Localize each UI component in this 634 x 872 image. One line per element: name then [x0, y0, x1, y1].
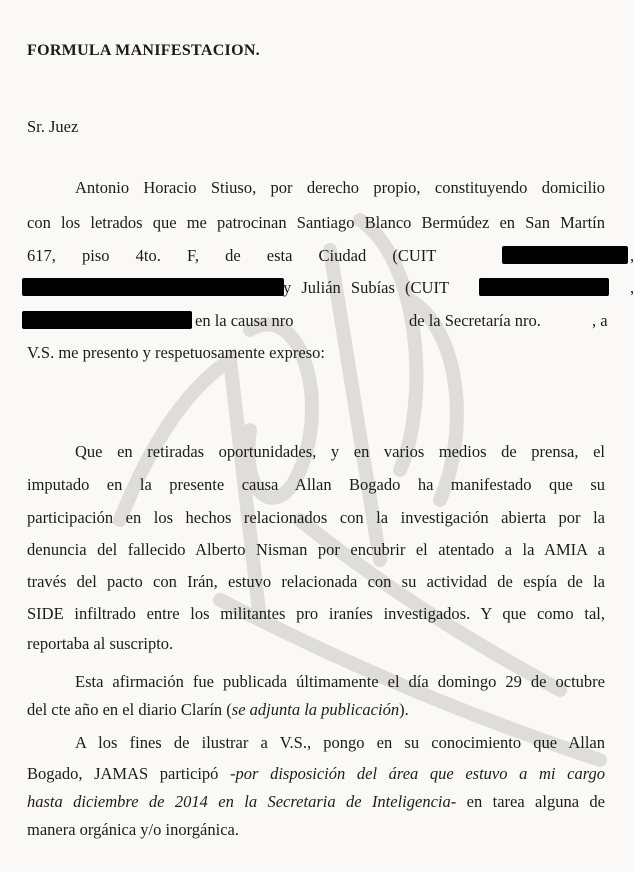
p1-line5-end: , a — [592, 311, 608, 330]
p4-line3 — [27, 792, 605, 812]
p1-line3 — [27, 246, 634, 266]
comma: , — [630, 278, 634, 297]
p2-line5: través del pacto con Irán, estuvo relacionada con su actividad de espía de la — [27, 572, 605, 591]
p1-line1: Antonio Horacio Stiuso, por derecho propio, constituyendo domicilio — [75, 178, 605, 197]
italic-text: hasta diciembre de 2014 en la Secretaria de Inteligencia- — [27, 792, 457, 811]
italic-text: -por disposición del área que estuvo a mi cargo — [230, 764, 605, 783]
p1-line5-text: en la causa nro — [195, 311, 294, 330]
p1-line4-text: y Julián Subías (CUIT — [283, 278, 450, 297]
redaction — [502, 246, 628, 264]
p2-line3: participación en los hechos relacionados con la investigación abierta por la — [27, 508, 605, 527]
p2-line4: denuncia del fallecido Alberto Nisman por encubrir el atentado a la AMIA a — [27, 540, 605, 559]
p1-line6: V.S. me presento y respetuosamente expreso: — [27, 343, 325, 362]
comma: , — [630, 246, 634, 265]
p2-line2: imputado en la presente causa Allan Bogado ha manifestado que su — [27, 475, 605, 494]
text: ). — [399, 700, 409, 719]
p3-line2 — [27, 700, 605, 720]
p4-line4: manera orgánica y/o inorgánica. — [27, 820, 239, 839]
p4-line2 — [27, 764, 605, 784]
text: en tarea alguna de — [456, 792, 606, 811]
p2-line7: reportaba al suscripto. — [27, 634, 174, 653]
italic-text: se adjunta la publicación — [231, 700, 400, 719]
p1-line5-secretaria: de la Secretaría nro. — [409, 311, 541, 330]
p1-line3-text: 617, piso 4to. F, de esta Ciudad (CUIT — [27, 246, 437, 265]
p1-line2: con los letrados que me patrocinan Santiago Blanco Bermúdez en San Martín — [27, 213, 605, 232]
document-title: FORMULA MANIFESTACION. — [27, 42, 260, 59]
p3-line1: Esta afirmación fue publicada últimamente el día domingo 29 de octubre — [75, 672, 605, 691]
p4-line1: A los fines de ilustrar a V.S., pongo en su conocimiento que Allan — [75, 733, 605, 752]
p2-line6: SIDE infiltrado entre los militantes pro iraníes investigados. Y que como tal, — [27, 604, 605, 623]
text: Bogado, JAMAS participó — [27, 764, 231, 783]
salutation: Sr. Juez — [27, 117, 79, 136]
redaction — [479, 278, 609, 296]
text: del cte año en el diario Clarín ( — [27, 700, 232, 719]
redaction — [22, 311, 192, 329]
redaction — [22, 278, 284, 296]
p2-line1: Que en retiradas oportunidades, y en varios medios de prensa, el — [75, 442, 605, 461]
